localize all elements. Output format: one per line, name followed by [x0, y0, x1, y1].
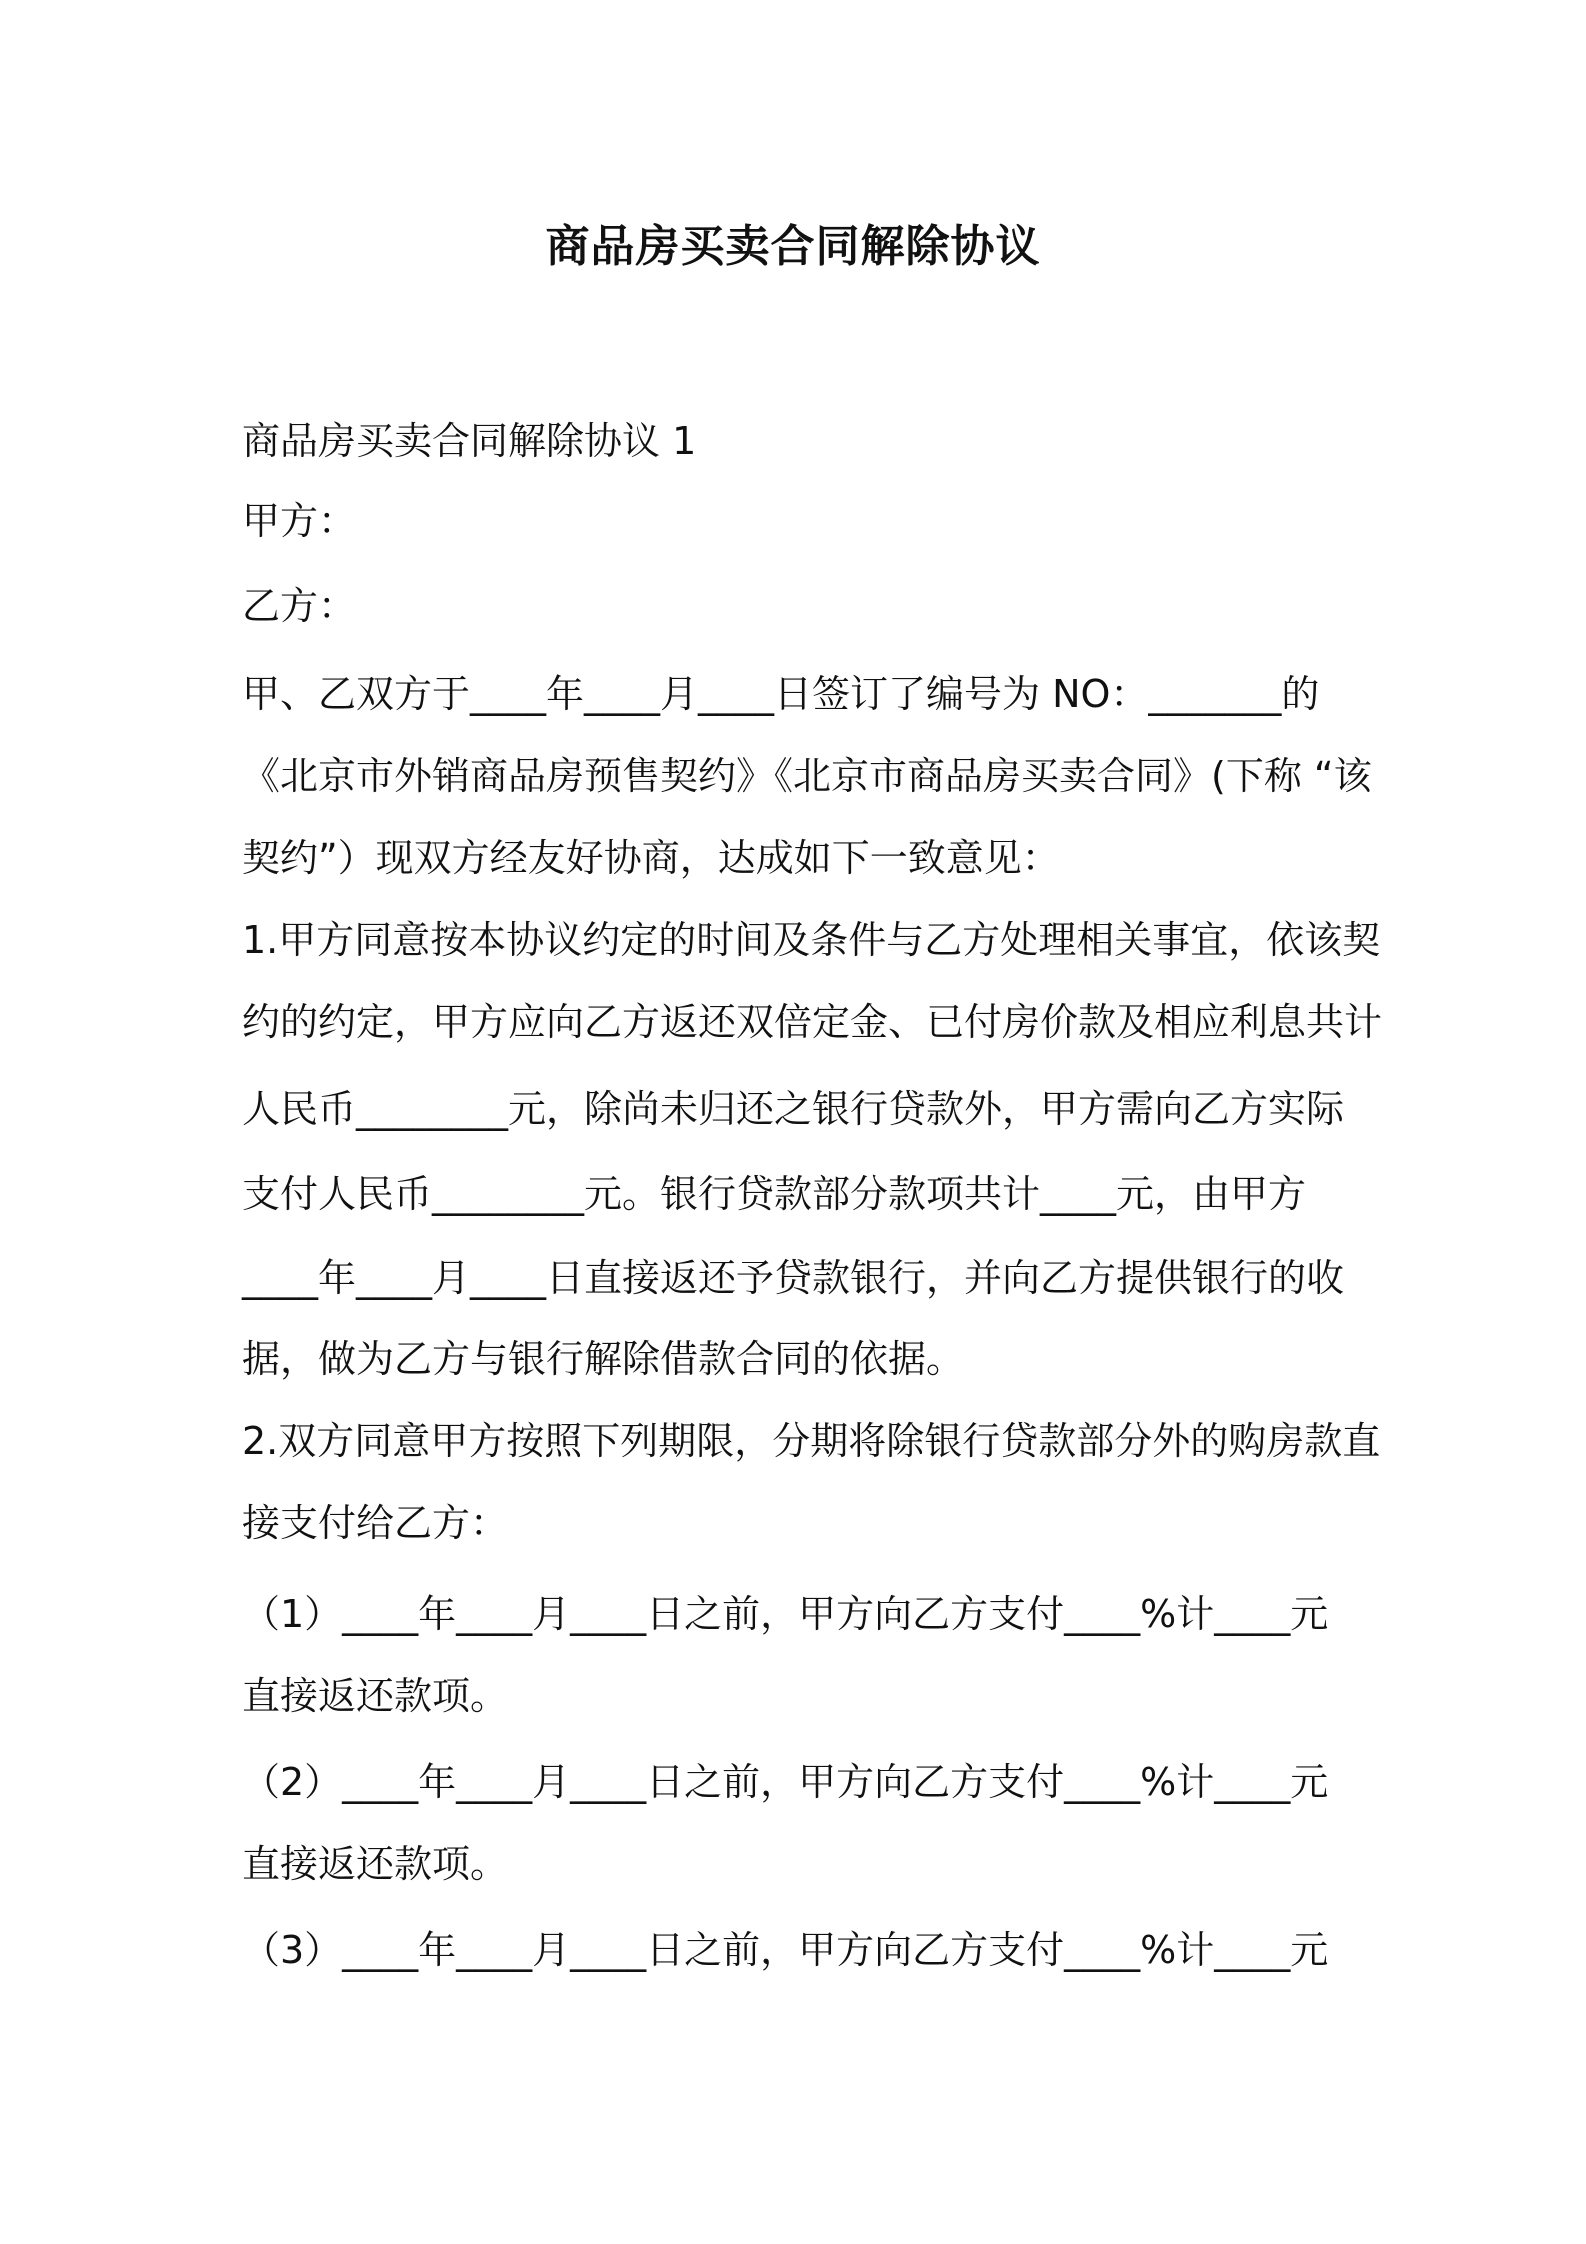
paragraph-line: 直接返还款项。 — [242, 1842, 509, 1886]
paragraph-line: 人民币________元，除尚未归还之银行贷款外，甲方需向乙方实际 — [242, 1087, 1345, 1131]
paragraph-line: （3）____年____月____日之前，甲方向乙方支付____%计____元 — [242, 1928, 1329, 1972]
paragraph-line: （2）____年____月____日之前，甲方向乙方支付____%计____元 — [242, 1760, 1329, 1804]
paragraph-line: 支付人民币________元。银行贷款部分款项共计____元，由甲方 — [242, 1172, 1307, 1216]
party-a-label: 甲方： — [242, 499, 357, 543]
paragraph-line: 《北京市外销商品房预售契约》《北京市商品房买卖合同》(下称 “该 — [242, 754, 1372, 798]
paragraph-line: 据，做为乙方与银行解除借款合同的依据。 — [242, 1337, 965, 1381]
paragraph-line: 直接返还款项。 — [242, 1674, 509, 1718]
paragraph-line: 契约”）现双方经友好协商，达成如下一致意见： — [242, 836, 1060, 880]
paragraph-line: 接支付给乙方： — [242, 1501, 509, 1545]
paragraph-line: 2.双方同意甲方按照下列期限，分期将除银行贷款部分外的购房款直 — [242, 1419, 1381, 1463]
paragraph-line: 约的约定，甲方应向乙方返还双倍定金、已付房价款及相应利息共计 — [242, 1000, 1383, 1044]
paragraph-line: 1.甲方同意按本协议约定的时间及条件与乙方处理相关事宜，依该契 — [242, 918, 1381, 962]
paragraph-line: ____年____月____日直接返还予贷款银行，并向乙方提供银行的收 — [242, 1256, 1345, 1300]
document-title: 商品房买卖合同解除协议 — [545, 221, 1041, 272]
section-heading: 商品房买卖合同解除协议 1 — [242, 419, 697, 463]
paragraph-line: （1）____年____月____日之前，甲方向乙方支付____%计____元 — [242, 1592, 1329, 1636]
paragraph-line: 甲、乙双方于____年____月____日签订了编号为 NO：_______的 — [242, 672, 1320, 716]
party-b-label: 乙方： — [242, 584, 357, 628]
